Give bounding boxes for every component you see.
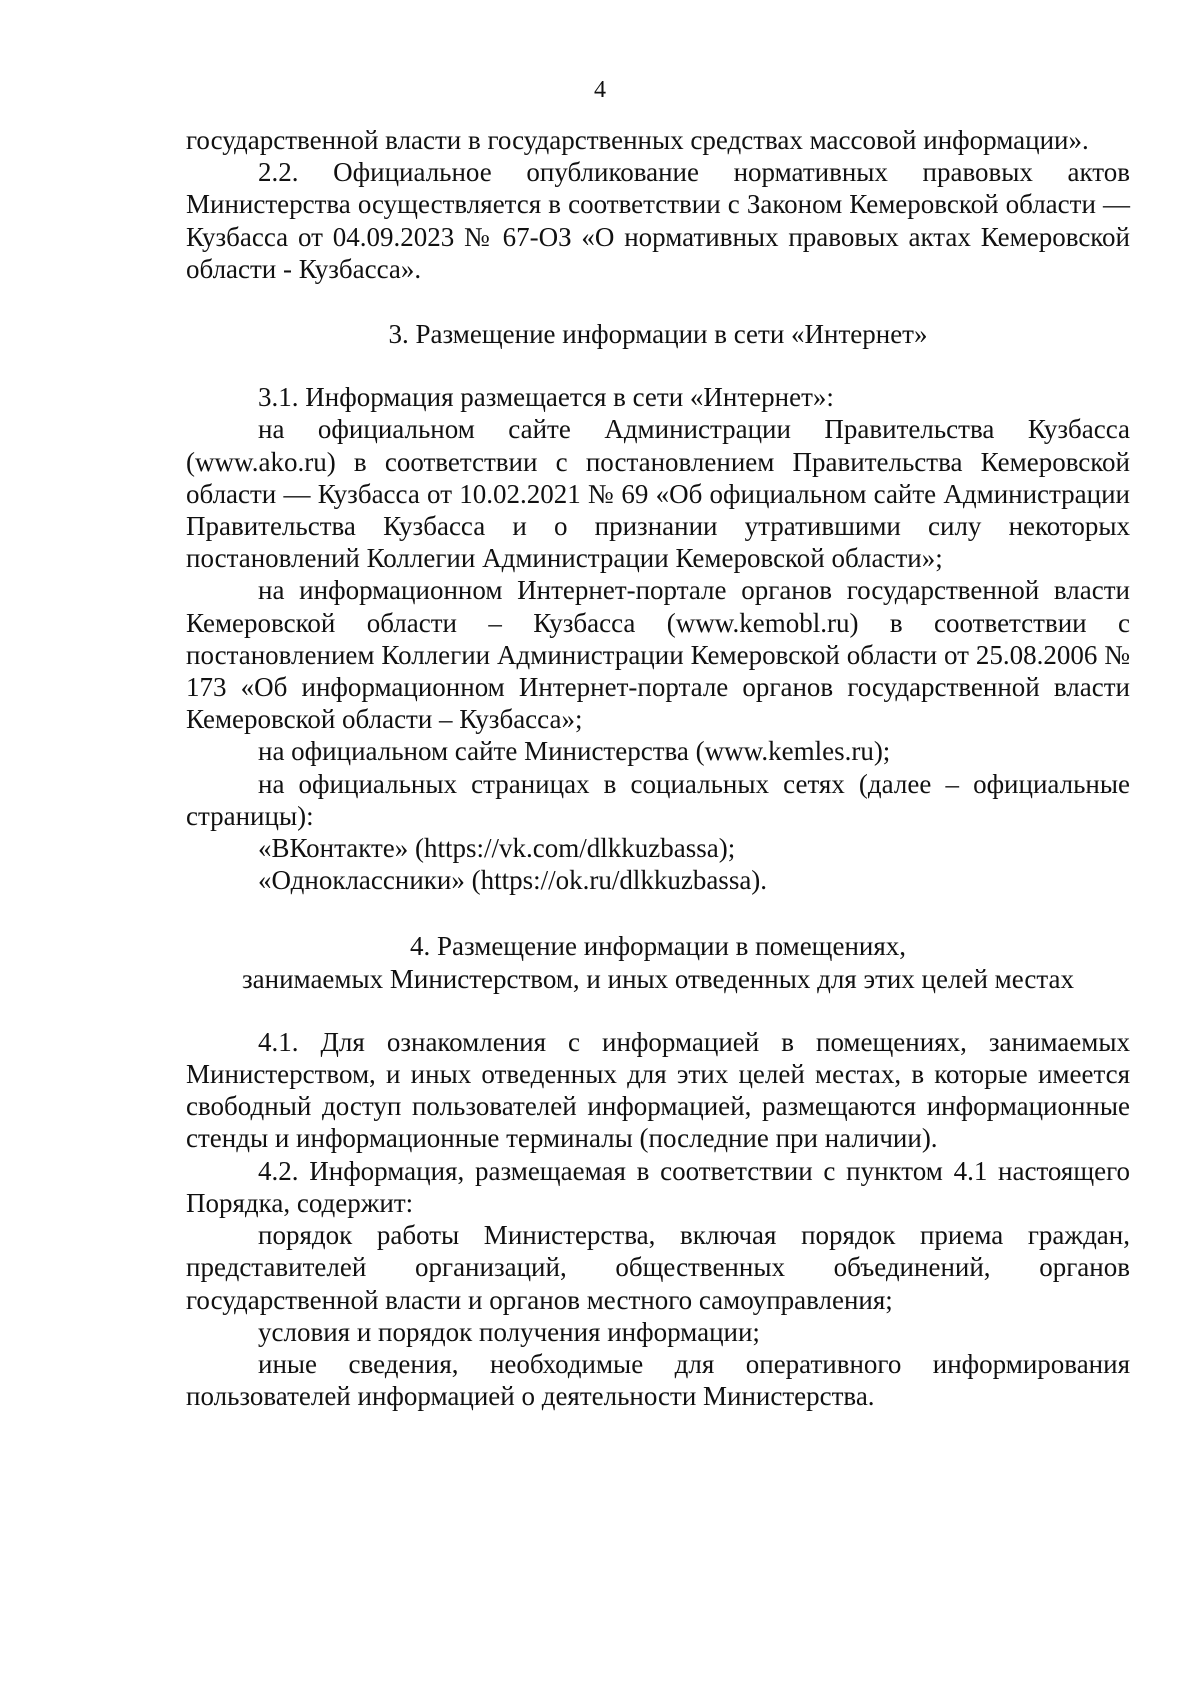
list-item-kemobl-portal: на информационном Интернет-портале органов государственной власти Кемеровской области – Кузбасса (www.kemobl.ru) в соответствии с постановлением Коллегии Администрации Кемеровской области от 25.08.2006 № 173 «Об информационном Интернет-портале органов государственной власти Кемеровской области – Кузбасса»; <box>186 575 1130 735</box>
list-item-ok: «Одноклассники» (https://ok.ru/dlkkuzbassa). <box>258 865 768 896</box>
list-item-ako-site: на официальном сайте Администрации Правительства Кузбасса (www.ako.ru) в соответствии с постановлением Правительства Кемеровской области — Кузбасса от 10.02.2021 № 69 «Об официальном сайте Администрации Правительства Кузбасса и о признании утратившими силу некоторых постановлений Коллегии Администрации Кемеровской области»; <box>186 414 1130 574</box>
spacer <box>186 285 1130 318</box>
document-body <box>186 124 1130 1412</box>
paragraph-2-2: 2.2. Официальное опубликование нормативных правовых актов Министерства осуществляется в соответствии с Законом Кемеровской области — Кузбасса от 04.09.2023 № 67-ОЗ «О нормативных правовых актах Кемеровской области - Кузбасса». <box>186 157 1130 284</box>
spacer <box>186 995 1130 1026</box>
list-item-work-order: порядок работы Министерства, включая порядок приема граждан, представителей организаций, общественных объединений, органов государственной власти и органов местного самоуправления; <box>186 1220 1130 1315</box>
section-4-heading-line-1: 4. Размещение информации в помещениях, <box>409 931 907 962</box>
list-item-vk: «ВКонтакте» (https://vk.com/dlkkuzbassa); <box>258 833 736 864</box>
paragraph-4-2: 4.2. Информация, размещаемая в соответствии с пунктом 4.1 настоящего Порядка, содержит: <box>186 1155 1130 1218</box>
section-3-heading: 3. Размещение информации в сети «Интернет» <box>388 319 928 350</box>
paragraph-4-1: 4.1. Для ознакомления с информацией в помещениях, занимаемых Министерством, и иных отведенных для этих целей местах, в которые имеется свободный доступ пользователей информацией, размещаются информационные стенды и информационные терминалы (последние при наличии). <box>186 1026 1130 1154</box>
paragraph-continuation: государственной власти в государственных средствах массовой информации». <box>186 125 1089 155</box>
list-item-kemles-site: на официальном сайте Министерства (www.kemles.ru); <box>258 736 891 767</box>
list-item-conditions: условия и порядок получения информации; <box>258 1316 760 1347</box>
page-number: 4 <box>594 77 606 103</box>
list-item-social-pages: на официальных страницах в социальных сетях (далее – официальные страницы): <box>186 768 1130 831</box>
spacer <box>186 896 1130 930</box>
paragraph-3-1: 3.1. Информация размещается в сети «Интернет»: <box>258 382 834 413</box>
section-4-heading-line-2: занимаемых Министерством, и иных отведенных для этих целей местах <box>242 963 1074 994</box>
list-item-other-info: иные сведения, необходимые для оперативного информирования пользователей информацией о деятельности Министерства. <box>186 1348 1130 1412</box>
spacer <box>186 350 1130 381</box>
